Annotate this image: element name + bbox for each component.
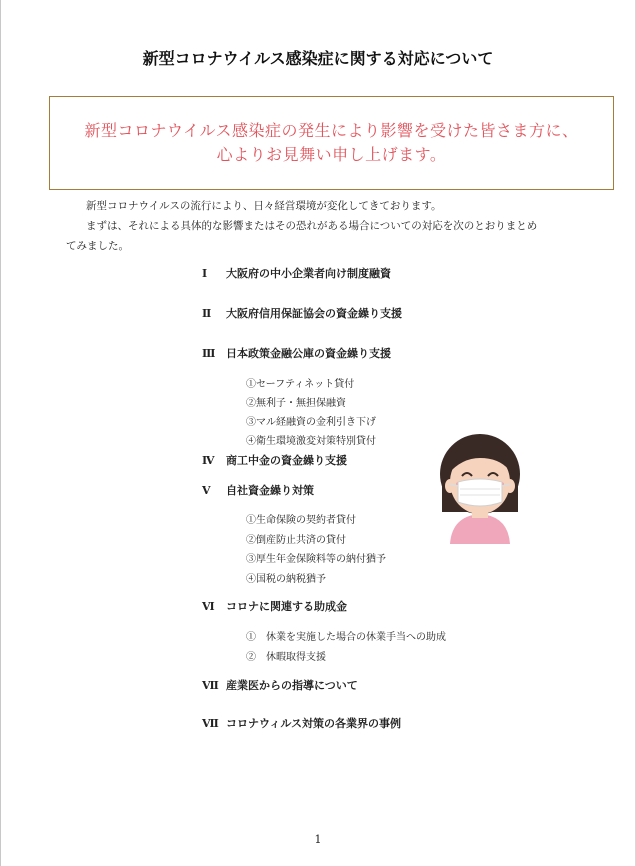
section-number: Ⅲ <box>202 347 216 360</box>
list-item: ④国税の納税猶予 <box>246 574 326 585</box>
page-number: 1 <box>314 833 322 846</box>
section-label: 大阪府信用保証協会の資金繰り支援 <box>226 307 402 320</box>
section-number: Ⅴ <box>202 484 211 497</box>
section-label: コロナウィルス対策の各業界の事例 <box>226 717 402 730</box>
list-item: ②無利子・無担保融資 <box>246 398 346 409</box>
section-label: 商工中金の資金繰り支援 <box>226 454 347 467</box>
section-4 <box>202 452 347 468</box>
section-label: 産業医からの指導について <box>226 679 358 692</box>
section-number: Ⅰ <box>202 267 208 280</box>
section-5 <box>202 482 314 498</box>
intro-text <box>66 196 592 256</box>
section-number: Ⅵ <box>202 600 215 613</box>
notice-line-1: 新型コロナウイルス感染症の発生により影響を受けた皆さま方に、 <box>84 121 579 140</box>
list-item: ① 休業を実施した場合の休業手当への助成 <box>246 632 446 643</box>
section-label: 自社資金繰り対策 <box>226 484 314 497</box>
section-7 <box>202 677 358 693</box>
section-number: Ⅱ <box>202 307 212 320</box>
section-number: Ⅶ <box>202 679 219 692</box>
section-8 <box>202 715 401 731</box>
page-left-edge <box>0 0 1 866</box>
list-item: ③マル経融資の金利引き下げ <box>246 417 376 428</box>
list-item: ②倒産防止共済の貸付 <box>246 535 346 546</box>
section-label: コロナに関連する助成金 <box>226 600 347 613</box>
list-item: ④衛生環境激変対策特別貸付 <box>246 436 376 447</box>
section-3 <box>202 345 391 361</box>
intro-paragraph-2: まずは、それによる具体的な影響またはその恐れがある場合についての対応を次のとおりまとめ <box>86 220 538 232</box>
section-1 <box>202 265 391 281</box>
section-number: Ⅶ <box>202 717 219 730</box>
girl-with-mask-icon <box>432 432 528 544</box>
notice-line-2: 心よりお見舞い申し上げます。 <box>216 145 447 164</box>
list-item: ③厚生年金保険料等の納付猶予 <box>246 554 386 565</box>
notice-box <box>49 96 614 190</box>
list-item: ①セーフティネット貸付 <box>246 379 355 390</box>
section-number: Ⅳ <box>202 454 215 467</box>
section-6 <box>202 598 347 614</box>
intro-paragraph-2-cont: てみました。 <box>66 240 129 252</box>
section-label: 大阪府の中小企業者向け制度融資 <box>226 267 391 280</box>
section-2 <box>202 305 402 321</box>
section-label: 日本政策金融公庫の資金繰り支援 <box>226 347 391 360</box>
document-title: 新型コロナウイルス感染症に関する対応について <box>142 49 494 68</box>
list-item: ② 休暇取得支援 <box>246 652 326 663</box>
intro-paragraph-1: 新型コロナウイルスの流行により、日々経営環境が変化してきております。 <box>86 200 442 212</box>
list-item: ①生命保険の契約者貸付 <box>246 515 356 526</box>
